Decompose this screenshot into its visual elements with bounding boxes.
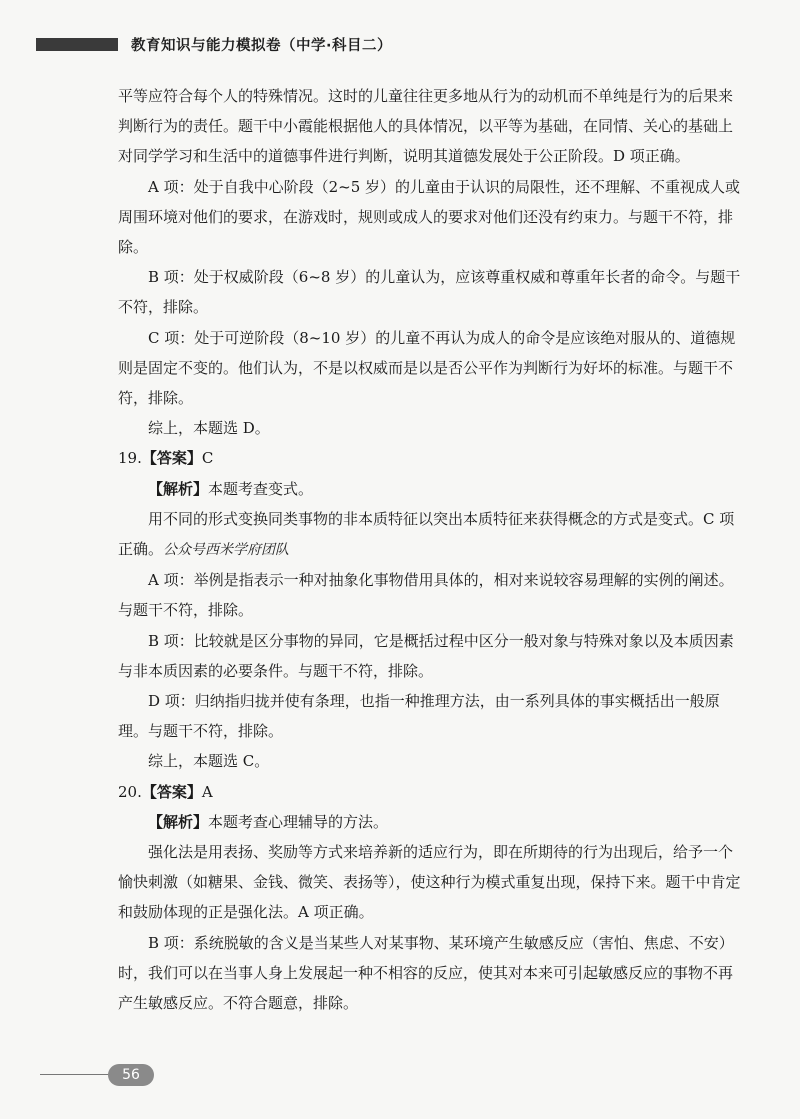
watermark-text: 公众号西米学府团队: [163, 542, 290, 559]
header-decor-bar: [36, 38, 118, 51]
paragraph: B 项：处于权威阶段（6~8 岁）的儿童认为，应该尊重权威和尊重年长者的命令。与题干不符，排除。: [118, 268, 741, 317]
answer-label: 【答案】: [141, 782, 202, 801]
paragraph: 强化法是用表扬、奖励等方式来培养新的适应行为，即在所期待的行为出现后，给予一个愉快刺激（如糖果、金钱、微笑、表扬等），使这种行为模式重复出现，保持下来。题干中肯定和鼓励体现的正是强化法。A 项正确。: [118, 843, 741, 922]
answer-value: A: [201, 782, 213, 801]
question-number: 19.: [118, 449, 142, 468]
question-20-answer: [118, 777, 746, 807]
footer-divider: [40, 1074, 112, 1075]
paragraph: 用不同的形式变换同类事物的非本质特征以突出本质特征来获得概念的方式是变式。C 项正确。公众号西米学府团队: [118, 509, 735, 559]
answer-value: C: [201, 449, 214, 468]
paragraph: A 项：处于自我中心阶段（2~5 岁）的儿童由于认识的局限性，还不理解、不重视成人或周围环境对他们的要求，在游戏时，规则或成人的要求对他们还没有约束力。与题干不符，排除。: [118, 177, 741, 257]
paragraph: B 项：比较就是区分事物的异同，它是概括过程中区分一般对象与特殊对象以及本质因素与非本质因素的必要条件。与题干不符，排除。: [118, 631, 734, 680]
analysis-text: 本题考查心理辅导的方法。: [208, 812, 389, 831]
question-19-answer: [118, 443, 746, 473]
paragraph: B 项：系统脱敏的含义是当某些人对某事物、某环境产生敏感反应（害怕、焦虑、不安）时，我们可以在当事人身上发展起一种不相容的反应，使其对本来可引起敏感反应的事物不再产生敏感反应。不符合题意，排除。: [118, 933, 734, 1013]
analysis-label: 【解析】: [148, 812, 209, 831]
question-19-analysis: [118, 474, 746, 504]
paragraph: D 项：归纳指归拢并使有条理，也指一种推理方法，由一系列具体的事实概括出一般原理。与题干不符，排除。: [118, 692, 720, 741]
page-header-title: 教育知识与能力模拟卷（中学·科目二）: [131, 38, 393, 54]
paragraph: 平等应符合每个人的特殊情况。这时的儿童往往更多地从行为的动机而不单纯是行为的后果来判断行为的责任。题干中小霞能根据他人的具体情况，以平等为基础，在同情、关心的基础上对同学学习和生活中的道德事件进行判断，说明其道德发展处于公正阶段。D 项正确。: [118, 87, 734, 166]
question-number: 20.: [118, 782, 142, 801]
paragraph: 综上，本题选 D。: [148, 419, 270, 438]
analysis-label: 【解析】: [148, 479, 209, 498]
analysis-text: 本题考查变式。: [208, 479, 314, 498]
paragraph: 综上，本题选 C。: [148, 752, 270, 771]
answer-label: 【答案】: [141, 449, 202, 468]
page-content: [118, 81, 746, 1018]
paragraph: A 项：举例是指表示一种对抽象化事物借用具体的，相对来说较容易理解的实例的阐述。与题干不符，排除。: [118, 571, 734, 620]
paragraph: C 项：处于可逆阶段（8~10 岁）的儿童不再认为成人的命令是应该绝对服从的、道德规则是固定不变的。他们认为，不是以权威而是以是否公平作为判断行为好坏的标准。与题干不符，排除。: [118, 328, 736, 408]
question-20-analysis: [118, 807, 746, 837]
page-number-badge: 56: [108, 1064, 154, 1086]
